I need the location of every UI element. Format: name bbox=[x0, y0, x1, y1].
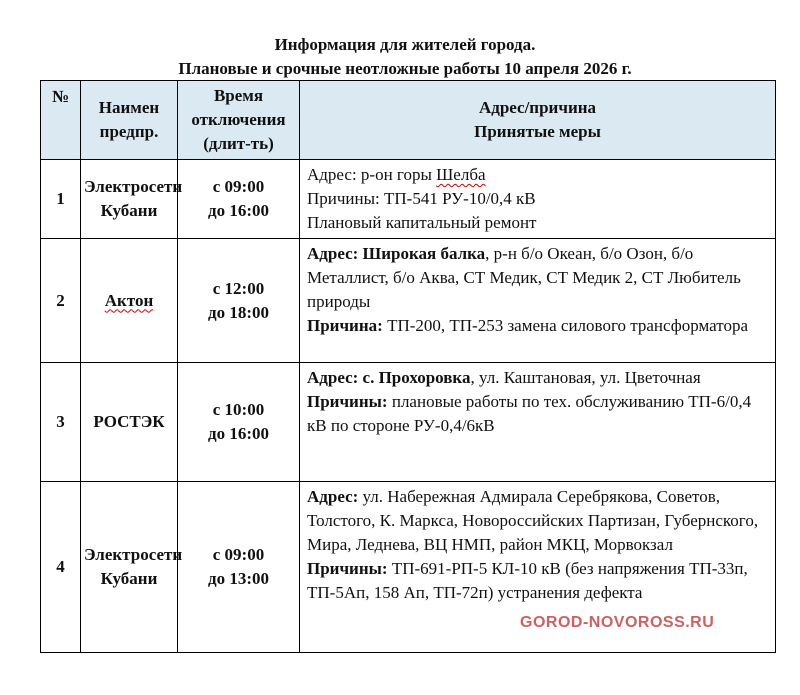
reason-text bbox=[307, 557, 770, 605]
address-text bbox=[307, 366, 770, 390]
title-line-1: Информация для жителей города. bbox=[274, 35, 536, 54]
header-address-line-1: Адрес/причина bbox=[478, 98, 597, 117]
time-end: до 13:00 bbox=[207, 569, 269, 588]
row-number: 4 bbox=[41, 482, 81, 653]
reason-label: Причины: bbox=[307, 392, 388, 411]
org-name: РОСТЭК bbox=[93, 412, 165, 431]
reason-text: Причины: ТП-541 РУ-10/0,4 кВ bbox=[307, 189, 536, 208]
reason-label: Причины: bbox=[307, 559, 388, 578]
row-address bbox=[300, 160, 776, 239]
org-name: Актон bbox=[104, 290, 154, 310]
outage-schedule-table bbox=[40, 80, 776, 653]
address-label: Адрес: с. Прохоровка bbox=[307, 368, 471, 387]
address-underlined: Шелба bbox=[436, 165, 486, 184]
time-start: с 09:00 bbox=[212, 545, 265, 564]
address-rest: , ул. Каштановая, ул. Цветочная bbox=[470, 368, 701, 387]
reason-rest: плановые работы по тех. обслуживанию ТП-6/0,4 кВ по стороне РУ-0,4/6кВ bbox=[307, 392, 752, 435]
address-rest: , р-н б/о Океан, б/о Озон, б/о Металлист, б/о Аква, СТ Медик, СТ Медик 2, СТ Любитель природы bbox=[307, 244, 741, 311]
reason-text bbox=[307, 390, 770, 438]
address-rest: ул. Набережная Адмирала Серебрякова, Советов, Толстого, К. Маркса, Новороссийских Партизан, Губернского, Мира, Леднева, ВЦ НМП, район МКЦ, Морвокзал bbox=[307, 487, 759, 554]
address-text bbox=[307, 163, 770, 187]
table-header-row bbox=[41, 81, 776, 160]
address-text bbox=[307, 485, 770, 557]
address-prefix: Адрес: р-он горы bbox=[307, 165, 437, 184]
row-organization bbox=[81, 160, 183, 239]
time-start: с 10:00 bbox=[212, 400, 265, 419]
row-number: 1 bbox=[41, 160, 81, 239]
page-title bbox=[40, 33, 770, 81]
row-time bbox=[178, 482, 300, 653]
time-end: до 16:00 bbox=[207, 201, 269, 220]
row-organization bbox=[81, 363, 178, 482]
table-row bbox=[41, 239, 776, 363]
address-text bbox=[307, 242, 770, 314]
site-watermark: GOROD-NOVOROSS.RU bbox=[520, 614, 715, 631]
time-start: с 09:00 bbox=[212, 177, 265, 196]
row-address bbox=[300, 239, 776, 363]
row-time bbox=[178, 160, 300, 239]
time-end: до 18:00 bbox=[207, 302, 269, 322]
reason-text bbox=[307, 314, 770, 338]
header-organization: Наимен предпр. bbox=[81, 81, 178, 160]
address-label: Адрес: Широкая балка bbox=[307, 244, 486, 263]
table-row bbox=[41, 160, 776, 239]
reason-rest: ТП-200, ТП-253 замена силового трансформатора bbox=[382, 316, 749, 335]
org-line: Кубани bbox=[100, 201, 158, 220]
row-organization bbox=[81, 482, 183, 653]
header-address bbox=[300, 81, 776, 160]
header-number: № bbox=[41, 81, 81, 160]
title-line-2: Плановые и срочные неотложные работы 10 апреля 2026 г. bbox=[178, 59, 632, 78]
row-organization bbox=[81, 239, 178, 363]
row-time bbox=[178, 239, 300, 363]
time-end: до 16:00 bbox=[207, 424, 269, 443]
header-time: Время отключения (длит-ть) bbox=[178, 81, 300, 160]
reason-label: Причина: bbox=[307, 316, 383, 335]
org-line: Кубани bbox=[100, 569, 158, 588]
row-number: 2 bbox=[41, 239, 81, 363]
header-address-line-2: Принятые меры bbox=[474, 122, 601, 141]
address-label: Адрес: bbox=[307, 487, 359, 506]
table-row bbox=[41, 363, 776, 482]
reason-rest: ТП-691-РП-5 КЛ-10 кВ (без напряжения ТП-33п, ТП-5Ап, 158 Ап, ТП-72п) устранения дефекта bbox=[307, 559, 748, 602]
org-line: Электросети bbox=[84, 177, 183, 196]
measure-text: Плановый капитальный ремонт bbox=[307, 213, 537, 232]
row-address bbox=[300, 363, 776, 482]
row-time bbox=[178, 363, 300, 482]
time-start: с 12:00 bbox=[212, 278, 265, 298]
org-line: Электросети bbox=[84, 545, 183, 564]
row-number: 3 bbox=[41, 363, 81, 482]
